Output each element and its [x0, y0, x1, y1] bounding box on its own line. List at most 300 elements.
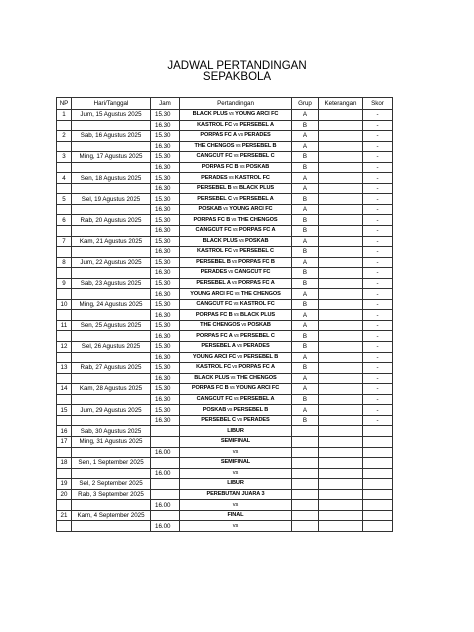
- cell-group: A: [292, 352, 319, 363]
- home-team: PERSEBEL B: [196, 258, 231, 265]
- cell-group: B: [292, 162, 319, 173]
- cell-match: vs: [180, 500, 292, 511]
- cell-date: [72, 468, 151, 479]
- away-team: POSKAB: [247, 322, 271, 329]
- cell-notes: [319, 479, 363, 490]
- cell-notes: [319, 183, 363, 194]
- cell-notes: [319, 194, 363, 205]
- cell-no: [57, 289, 72, 300]
- cell-match: [180, 152, 292, 163]
- cell-date: Sel, 26 Agustus 2025: [72, 342, 151, 353]
- cell-time: [151, 510, 180, 521]
- cell-date: [72, 120, 151, 131]
- cell-group: A: [292, 257, 319, 268]
- table-row: [57, 500, 393, 511]
- cell-no: [57, 268, 72, 279]
- cell-date: [72, 289, 151, 300]
- home-team: BLACK PLUS: [202, 237, 238, 244]
- away-team: BLACK PLUS: [238, 185, 275, 192]
- away-team: POSKAB: [245, 237, 269, 244]
- cell-group: A: [292, 131, 319, 142]
- vs-label: vs: [235, 343, 244, 350]
- cell-match: [180, 247, 292, 258]
- away-team: PORPAS FC A: [238, 364, 275, 371]
- cell-score: [363, 489, 393, 500]
- cell-date: Kam, 21 Agustus 2025: [72, 236, 151, 247]
- cell-date: Ming, 24 Agustus 2025: [72, 299, 151, 310]
- cell-no: [57, 394, 72, 405]
- away-team: PERSEBEL C: [240, 332, 275, 339]
- cell-score: -: [363, 384, 393, 395]
- away-team: PERSEBEL B: [243, 353, 279, 360]
- cell-score: -: [363, 373, 393, 384]
- home-team: PORPAS FC A: [200, 132, 237, 139]
- vs-label: vs: [232, 301, 240, 308]
- vs-label: vs: [236, 353, 244, 360]
- home-team: CANGCUT FC: [195, 227, 232, 234]
- cell-score: -: [363, 299, 393, 310]
- cell-date: [72, 394, 151, 405]
- table-row: [57, 162, 393, 173]
- table-row: [57, 436, 393, 447]
- cell-no: [57, 310, 72, 321]
- header-date: Hari/Tanggal: [72, 98, 151, 110]
- cell-notes: [319, 257, 363, 268]
- cell-score: -: [363, 173, 393, 184]
- table-row: [57, 352, 393, 363]
- table-row: [57, 320, 393, 331]
- cell-match: [180, 236, 292, 247]
- cell-time: 16.30: [151, 183, 180, 194]
- cell-notes: [319, 310, 363, 321]
- vs-label: vs: [232, 121, 240, 128]
- schedule-table: [56, 97, 393, 532]
- cell-no: 3: [57, 152, 72, 163]
- cell-no: [57, 415, 72, 426]
- table-row: [57, 384, 393, 395]
- cell-notes: [319, 394, 363, 405]
- cell-match: [180, 373, 292, 384]
- home-team: PORPAS FC B: [195, 311, 233, 318]
- cell-match: [180, 204, 292, 215]
- cell-no: [57, 183, 72, 194]
- cell-time: 16.00: [151, 468, 180, 479]
- vs-label: vs: [230, 216, 238, 223]
- cell-notes: [319, 162, 363, 173]
- cell-score: -: [363, 226, 393, 237]
- cell-score: -: [363, 215, 393, 226]
- cell-score: -: [363, 310, 393, 321]
- cell-score: [363, 458, 393, 469]
- cell-group: A: [292, 204, 319, 215]
- cell-group: [292, 468, 319, 479]
- cell-date: Jum, 29 Agustus 2025: [72, 405, 151, 416]
- cell-date: [72, 373, 151, 384]
- cell-no: [57, 447, 72, 458]
- cell-group: [292, 458, 319, 469]
- cell-no: [57, 468, 72, 479]
- cell-notes: [319, 299, 363, 310]
- cell-date: [72, 226, 151, 237]
- cell-no: [57, 141, 72, 152]
- vs-label: vs: [236, 132, 245, 139]
- cell-group: A: [292, 405, 319, 416]
- cell-match: vs: [180, 468, 292, 479]
- away-team: PERSEBEL A: [239, 195, 274, 202]
- vs-label: vs: [234, 142, 242, 149]
- cell-match: vs: [180, 447, 292, 458]
- table-row: [57, 510, 393, 521]
- cell-match: [180, 215, 292, 226]
- cell-match: [180, 320, 292, 331]
- home-team: PERSEBEL C: [197, 195, 232, 202]
- cell-score: -: [363, 162, 393, 173]
- cell-match: [180, 257, 292, 268]
- cell-notes: [319, 131, 363, 142]
- cell-score: [363, 500, 393, 511]
- vs-label: vs: [232, 311, 241, 318]
- cell-score: -: [363, 110, 393, 121]
- vs-label: vs: [230, 280, 239, 287]
- cell-time: 16.30: [151, 373, 180, 384]
- cell-notes: [319, 342, 363, 353]
- cell-notes: [319, 426, 363, 437]
- cell-time: 16.30: [151, 141, 180, 152]
- cell-score: -: [363, 152, 393, 163]
- table-row: [57, 521, 393, 532]
- away-team: BLACK PLUS: [240, 311, 276, 318]
- cell-score: -: [363, 278, 393, 289]
- home-team: PERSEBEL A: [196, 280, 231, 287]
- vs-label: vs: [221, 206, 230, 213]
- table-row: [57, 373, 393, 384]
- home-team: BLACK PLUS: [192, 111, 228, 118]
- cell-group: [292, 426, 319, 437]
- table-row: [57, 110, 393, 121]
- away-team: PERADES: [244, 132, 271, 139]
- cell-no: 5: [57, 194, 72, 205]
- header-match: Pertandingan: [180, 98, 292, 110]
- cell-notes: [319, 331, 363, 342]
- cell-match: [180, 141, 292, 152]
- cell-match: vs: [180, 521, 292, 532]
- cell-score: -: [363, 415, 393, 426]
- cell-date: [72, 162, 151, 173]
- cell-score: [363, 426, 393, 437]
- cell-match: [180, 331, 292, 342]
- vs-label: vs: [226, 406, 234, 413]
- table-row: [57, 489, 393, 500]
- table-row: [57, 342, 393, 353]
- cell-notes: [319, 278, 363, 289]
- cell-time: [151, 479, 180, 490]
- cell-match: [180, 384, 292, 395]
- cell-no: 6: [57, 215, 72, 226]
- cell-group: B: [292, 226, 319, 237]
- cell-date: [72, 521, 151, 532]
- cell-score: -: [363, 204, 393, 215]
- home-team: KASTROL FC: [197, 248, 232, 255]
- cell-date: [72, 247, 151, 258]
- cell-notes: [319, 247, 363, 258]
- cell-group: B: [292, 120, 319, 131]
- cell-time: [151, 458, 180, 469]
- cell-group: [292, 521, 319, 532]
- home-team: THE CHENGOS: [194, 142, 235, 149]
- cell-group: [292, 479, 319, 490]
- cell-match: [180, 226, 292, 237]
- header-group: Grup: [292, 98, 319, 110]
- cell-notes: [319, 352, 363, 363]
- cell-notes: [319, 204, 363, 215]
- cell-time: 16.30: [151, 268, 180, 279]
- cell-score: [363, 468, 393, 479]
- vs-label: vs: [227, 174, 235, 181]
- cell-time: 16.30: [151, 331, 180, 342]
- cell-score: -: [363, 183, 393, 194]
- vs-label: vs: [231, 195, 240, 202]
- table-row: [57, 405, 393, 416]
- cell-time: 15.30: [151, 384, 180, 395]
- vs-label: vs: [232, 396, 240, 403]
- table-row: [57, 257, 393, 268]
- cell-date: Sel, 19 Agustus 2025: [72, 194, 151, 205]
- cell-date: Sab, 16 Agustus 2025: [72, 131, 151, 142]
- cell-group: A: [292, 236, 319, 247]
- cell-group: B: [292, 194, 319, 205]
- cell-no: [57, 500, 72, 511]
- cell-group: A: [292, 384, 319, 395]
- away-team: PERSEBEL A: [239, 121, 274, 128]
- table-row: [57, 247, 393, 258]
- cell-notes: [319, 141, 363, 152]
- cell-match: [180, 363, 292, 374]
- cell-notes: [319, 405, 363, 416]
- cell-no: 11: [57, 320, 72, 331]
- table-row: [57, 289, 393, 300]
- cell-date: Sen, 25 Agustus 2025: [72, 320, 151, 331]
- table-row: [57, 236, 393, 247]
- cell-group: [292, 447, 319, 458]
- header-time: Jam: [151, 98, 180, 110]
- cell-time: 15.30: [151, 194, 180, 205]
- cell-match: [180, 394, 292, 405]
- away-team: PERSEBEL C: [239, 248, 274, 255]
- cell-date: [72, 447, 151, 458]
- cell-time: 15.30: [151, 236, 180, 247]
- cell-notes: [319, 436, 363, 447]
- cell-date: Sab, 23 Agustus 2025: [72, 278, 151, 289]
- cell-date: Rab, 27 Agustus 2025: [72, 363, 151, 374]
- cell-date: [72, 310, 151, 321]
- cell-score: -: [363, 289, 393, 300]
- cell-group: B: [292, 278, 319, 289]
- table-row: [57, 468, 393, 479]
- cell-match: [180, 310, 292, 321]
- cell-time: 15.30: [151, 342, 180, 353]
- cell-match: [180, 299, 292, 310]
- cell-score: [363, 510, 393, 521]
- cell-time: 15.30: [151, 131, 180, 142]
- cell-group: A: [292, 320, 319, 331]
- cell-no: 7: [57, 236, 72, 247]
- cell-notes: [319, 320, 363, 331]
- cell-time: 16.00: [151, 521, 180, 532]
- table-row: [57, 215, 393, 226]
- table-row: [57, 394, 393, 405]
- cell-time: 16.30: [151, 394, 180, 405]
- cell-date: Kam, 28 Agustus 2025: [72, 384, 151, 395]
- cell-score: -: [363, 363, 393, 374]
- vs-label: vs: [231, 364, 239, 371]
- away-team: CANGCUT FC: [234, 269, 271, 276]
- home-team: YOUNG ARCI FC: [190, 290, 234, 297]
- cell-score: -: [363, 331, 393, 342]
- home-team: PERSEBEL C: [201, 417, 236, 424]
- header-score: Skor: [363, 98, 393, 110]
- cell-time: 15.30: [151, 110, 180, 121]
- cell-match: LIBUR: [180, 426, 292, 437]
- cell-score: -: [363, 405, 393, 416]
- away-team: PERADES: [243, 417, 270, 424]
- table-row: [57, 120, 393, 131]
- header-notes: Keterangan: [319, 98, 363, 110]
- cell-date: Kam, 4 September 2025: [72, 510, 151, 521]
- cell-date: [72, 331, 151, 342]
- cell-group: B: [292, 247, 319, 258]
- cell-match: SEMIFINAL: [180, 458, 292, 469]
- cell-match: [180, 278, 292, 289]
- away-team: POSKAB: [245, 164, 270, 170]
- cell-group: A: [292, 289, 319, 300]
- cell-date: [72, 141, 151, 152]
- cell-match: [180, 110, 292, 121]
- cell-notes: [319, 152, 363, 163]
- cell-no: [57, 247, 72, 258]
- cell-time: 16.30: [151, 289, 180, 300]
- cell-match: SEMIFINAL: [180, 436, 292, 447]
- away-team: THE CHENGOS: [236, 374, 277, 381]
- table-row: [57, 268, 393, 279]
- vs-label: vs: [232, 332, 241, 339]
- home-team: CANGCUT FC: [196, 396, 233, 403]
- away-team: PORPAS FC A: [238, 227, 276, 234]
- cell-time: [151, 426, 180, 437]
- cell-no: 15: [57, 405, 72, 416]
- cell-time: 15.30: [151, 405, 180, 416]
- cell-score: -: [363, 342, 393, 353]
- table-row: [57, 415, 393, 426]
- vs-label: vs: [233, 290, 241, 297]
- vs-label: vs: [235, 417, 244, 424]
- cell-match: [180, 268, 292, 279]
- table-row: [57, 447, 393, 458]
- cell-time: 15.30: [151, 152, 180, 163]
- cell-match: FINAL: [180, 510, 292, 521]
- cell-match: [180, 352, 292, 363]
- away-team: KASTROL FC: [234, 174, 270, 181]
- home-team: PORPAS FC B: [193, 216, 231, 223]
- cell-notes: [319, 373, 363, 384]
- vs-label: vs: [229, 374, 237, 381]
- cell-time: 15.30: [151, 173, 180, 184]
- cell-date: [72, 352, 151, 363]
- cell-no: 16: [57, 426, 72, 437]
- table-row: [57, 299, 393, 310]
- vs-label: vs: [238, 164, 246, 170]
- table-row: [57, 141, 393, 152]
- cell-score: [363, 447, 393, 458]
- cell-no: [57, 226, 72, 237]
- table-row: [57, 278, 393, 289]
- cell-group: [292, 500, 319, 511]
- cell-match: [180, 289, 292, 300]
- cell-no: 14: [57, 384, 72, 395]
- cell-time: 16.30: [151, 120, 180, 131]
- cell-no: 4: [57, 173, 72, 184]
- home-team: POSKAB: [198, 206, 222, 213]
- home-team: PERSEBEL A: [201, 343, 236, 350]
- vs-label: vs: [231, 227, 239, 234]
- home-team: CANGCUT FC: [196, 153, 233, 160]
- away-team: YOUNG ARCI FC: [235, 111, 279, 118]
- home-team: POSKAB: [202, 406, 227, 413]
- cell-time: 16.00: [151, 500, 180, 511]
- home-team: YOUNG ARCI FC: [192, 353, 237, 360]
- cell-no: 2: [57, 131, 72, 142]
- cell-score: -: [363, 131, 393, 142]
- cell-match: [180, 183, 292, 194]
- cell-no: [57, 352, 72, 363]
- cell-time: 16.30: [151, 310, 180, 321]
- document-subtitle: SEPAKBOLA: [202, 71, 272, 83]
- cell-date: Sel, 2 September 2025: [72, 479, 151, 490]
- cell-group: B: [292, 215, 319, 226]
- cell-group: B: [292, 342, 319, 353]
- cell-group: A: [292, 310, 319, 321]
- table-row: [57, 310, 393, 321]
- cell-group: B: [292, 331, 319, 342]
- table-header-row: [57, 98, 393, 110]
- cell-no: 19: [57, 479, 72, 490]
- cell-notes: [319, 363, 363, 374]
- cell-no: [57, 162, 72, 173]
- away-team: PORPAS FC B: [238, 258, 275, 265]
- cell-time: 16.30: [151, 204, 180, 215]
- table-row: [57, 194, 393, 205]
- home-team: PERADES: [200, 269, 227, 276]
- table-row: [57, 152, 393, 163]
- cell-date: Sab, 30 Agustus 2025: [72, 426, 151, 437]
- cell-time: 15.30: [151, 278, 180, 289]
- cell-time: 16.30: [151, 247, 180, 258]
- cell-no: 12: [57, 342, 72, 353]
- away-team: THE CHENGOS: [240, 290, 281, 297]
- cell-match: [180, 342, 292, 353]
- table-row: [57, 183, 393, 194]
- cell-group: A: [292, 173, 319, 184]
- cell-notes: [319, 384, 363, 395]
- cell-group: A: [292, 141, 319, 152]
- cell-time: [151, 436, 180, 447]
- cell-date: Rab, 3 September 2025: [72, 489, 151, 500]
- vs-label: vs: [231, 185, 239, 192]
- cell-score: -: [363, 320, 393, 331]
- away-team: PERSEBEL C: [239, 153, 275, 160]
- cell-score: -: [363, 352, 393, 363]
- cell-date: Jum, 22 Agustus 2025: [72, 257, 151, 268]
- cell-score: -: [363, 141, 393, 152]
